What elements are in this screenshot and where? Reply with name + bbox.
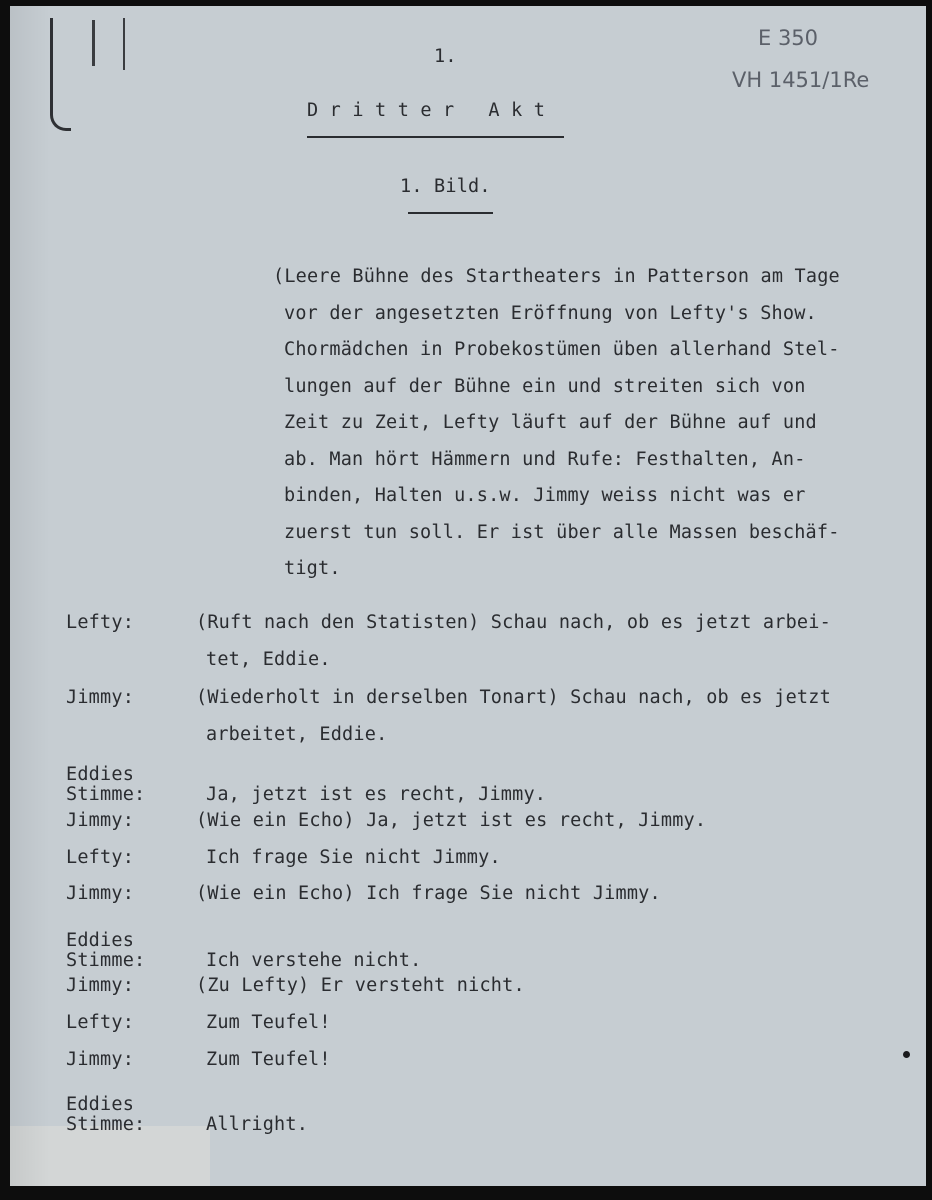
stage-direction-line: vor der angesetzten Eröffnung von Lefty's Show.	[284, 302, 817, 324]
dialogue-line: Zum Teufel!	[206, 1012, 331, 1033]
act-title-underline	[307, 136, 564, 138]
stage-direction-line: lungen auf der Bühne ein und streiten sich von	[284, 375, 806, 397]
dialogue-line: (Zu Lefty) Er versteht nicht.	[196, 975, 525, 996]
stage-direction-line: zuerst tun soll. Er ist über alle Massen beschäf-	[284, 521, 840, 543]
speaker-name: Jimmy:	[66, 687, 135, 708]
typescript-page	[10, 6, 926, 1186]
stage-direction-line: (Leere Bühne des Startheaters in Patterson am Tage	[273, 266, 840, 287]
dialogue-line: Ich verstehe nicht.	[206, 950, 422, 971]
pencil-stroke	[92, 20, 95, 66]
stage-direction-line: ab. Man hört Hämmern und Rufe: Festhalten, An-	[284, 448, 806, 470]
act-title: D r i t t e r A k t	[307, 100, 546, 121]
speaker-name: Eddies	[66, 1094, 135, 1115]
stage-direction-line: Chormädchen in Probekostümen üben allerhand Stel-	[284, 339, 840, 360]
archive-mark: E 350	[758, 26, 819, 50]
archive-signature: VH 1451/1Re	[732, 68, 870, 92]
speaker-name: Eddies	[66, 764, 135, 785]
dialogue-line: (Wiederholt in derselben Tonart) Schau nach, ob es jetzt	[196, 687, 831, 708]
stage-direction-line: Zeit zu Zeit, Lefty läuft auf der Bühne auf und	[284, 412, 817, 433]
scene-title: 1. Bild.	[400, 176, 491, 197]
ink-spot	[903, 1051, 910, 1058]
pencil-stroke	[123, 18, 125, 70]
speaker-name: Stimme:	[66, 784, 146, 805]
speaker-name: Lefty:	[66, 612, 135, 633]
speaker-name: Jimmy:	[66, 883, 135, 904]
dialogue-line: tet, Eddie.	[206, 649, 331, 670]
speaker-name: Stimme:	[66, 950, 146, 971]
page-number: 1.	[434, 46, 457, 67]
scene-title-underline	[408, 212, 493, 214]
stage-direction-line: binden, Halten u.s.w. Jimmy weiss nicht was er	[284, 485, 806, 506]
speaker-name: Lefty:	[66, 1012, 135, 1033]
speaker-name: Eddies	[66, 930, 135, 951]
speaker-name: Jimmy:	[66, 810, 135, 831]
speaker-name: Jimmy:	[66, 975, 135, 996]
stage-direction-line: tigt.	[284, 558, 341, 579]
pencil-bracket-mark	[50, 18, 71, 131]
dialogue-line: (Wie ein Echo) Ja, jetzt ist es recht, Jimmy.	[196, 810, 707, 831]
dialogue-line: Allright.	[206, 1114, 309, 1135]
speaker-name: Lefty:	[66, 847, 135, 868]
dialogue-line: (Ruft nach den Statisten) Schau nach, ob es jetzt arbei-	[196, 612, 831, 633]
torn-corner	[10, 1126, 210, 1186]
dialogue-line: (Wie ein Echo) Ich frage Sie nicht Jimmy.	[196, 883, 661, 904]
speaker-name: Stimme:	[66, 1114, 146, 1135]
speaker-name: Jimmy:	[66, 1049, 135, 1070]
dialogue-line: Ich frage Sie nicht Jimmy.	[206, 847, 501, 868]
dialogue-line: Ja, jetzt ist es recht, Jimmy.	[206, 784, 547, 805]
dialogue-line: Zum Teufel!	[206, 1049, 331, 1070]
dialogue-line: arbeitet, Eddie.	[206, 724, 388, 745]
